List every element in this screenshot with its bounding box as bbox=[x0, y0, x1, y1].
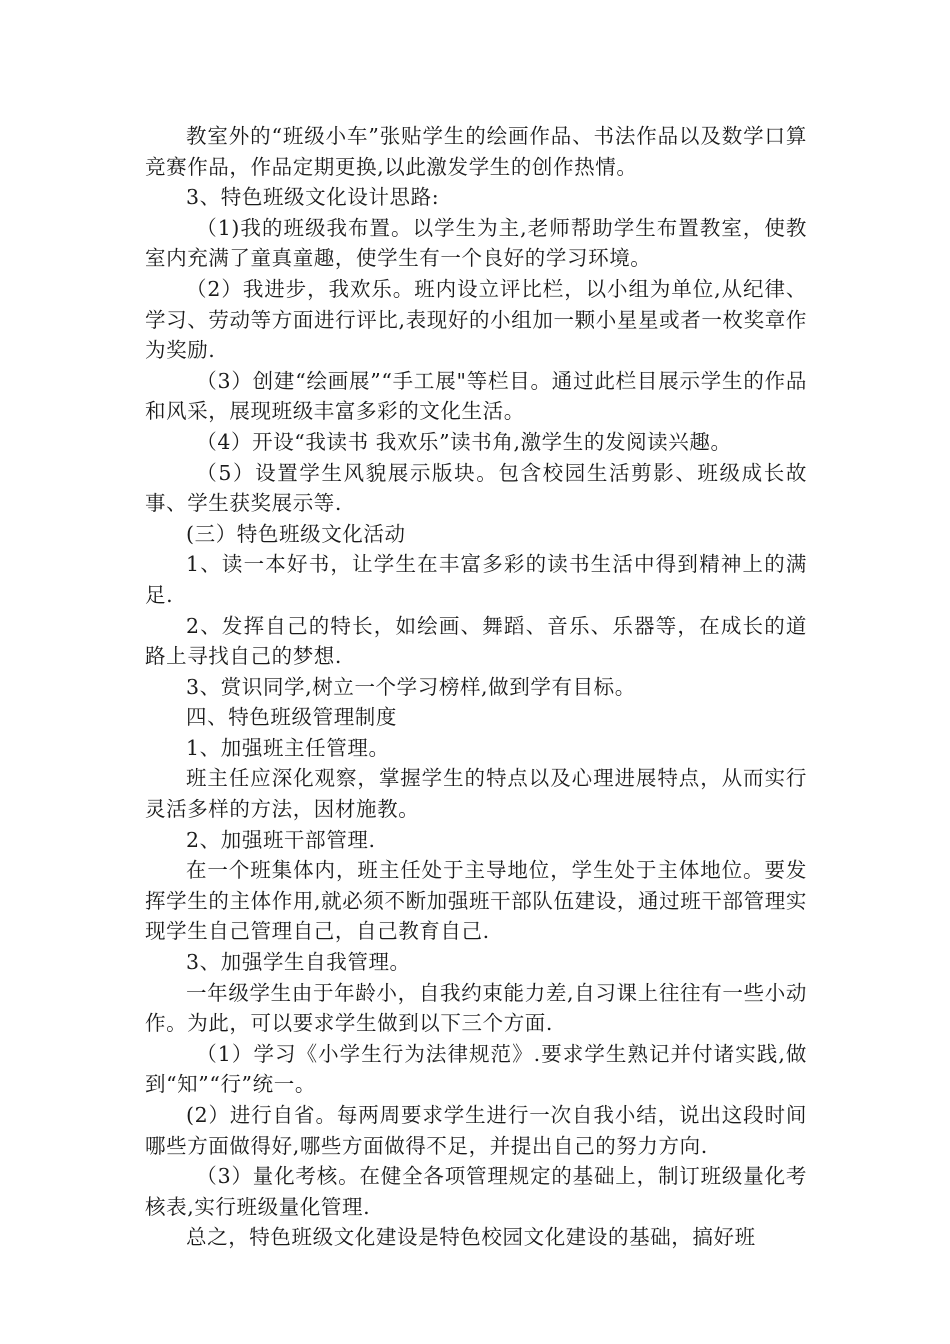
paragraph-8: (三）特色班级文化活动 bbox=[186, 521, 406, 546]
paragraph-16: 在一个班集体内，班主任处于主导地位，学生处于主体地位。要发挥学生的主体作用,就必须不断加强班干部队伍建设，通过班干部管理实现学生自己管理自己，自己教育自己. bbox=[145, 858, 807, 944]
paragraph-20: (2）进行自省。每两周要求学生进行一次自我小结，说出这段时间哪些方面做得好,哪些方面做得不足，并提出自己的努力方向. bbox=[145, 1103, 807, 1158]
paragraph-3: （1)我的班级我布置。以学生为主,老师帮助学生布置教室，使教室内充满了童真童趣，使学生有一个良好的学习环境。 bbox=[145, 215, 807, 271]
paragraph-22: 总之，特色班级文化建设是特色校园文化建设的基础，搞好班 bbox=[186, 1225, 756, 1250]
paragraph-15: 2、加强班干部管理. bbox=[186, 827, 376, 852]
paragraph-1: 教室外的“班级小车”张贴学生的绘画作品、书法作品以及数学口算竞赛作品，作品定期更换,以此激发学生的创作热情。 bbox=[145, 124, 807, 179]
paragraph-6: （4）开设“我读书 我欢乐”读书角,激学生的发阅读兴趣。 bbox=[196, 429, 732, 454]
paragraph-14: 班主任应深化观察，掌握学生的特点以及心理进展特点，从而实行灵活多样的方法，因材施教。 bbox=[145, 766, 807, 822]
paragraph-18: 一年级学生由于年龄小，自我约束能力差,自习课上往往有一些小动作。为此，可以要求学生做到以下三个方面. bbox=[145, 980, 807, 1036]
document-body bbox=[145, 121, 807, 1253]
paragraph-9: 1、读一本好书，让学生在丰富多彩的读书生活中得到精神上的满足. bbox=[145, 552, 807, 607]
paragraph-17: 3、加强学生自我管理。 bbox=[186, 950, 411, 975]
paragraph-19: （1）学习《小学生行为法律规范》.要求学生熟记并付诸实践,做到“知”“行”统一。 bbox=[145, 1041, 807, 1097]
paragraph-11: 3、赏识同学,树立一个学习榜样,做到学有目标。 bbox=[186, 674, 636, 699]
paragraph-10: 2、发挥自己的特长，如绘画、舞蹈、音乐、乐器等，在成长的道路上寻找自己的梦想. bbox=[145, 613, 807, 669]
paragraph-4: （2）我进步，我欢乐。班内设立评比栏，以小组为单位,从纪律、学习、劳动等方面进行评比,表现好的小组加一颗小星星或者一枚奖章作为奖励. bbox=[145, 276, 807, 363]
paragraph-12: 四、特色班级管理制度 bbox=[186, 705, 397, 730]
paragraph-2: 3、特色班级文化设计思路: bbox=[186, 185, 440, 210]
paragraph-13: 1、加强班主任管理。 bbox=[186, 735, 390, 760]
paragraph-21: （3）量化考核。在健全各项管理规定的基础上，制订班级量化考核表,实行班级量化管理. bbox=[145, 1164, 807, 1219]
paragraph-7: （5）设置学生风貌展示版块。包含校园生活剪影、班级成长故事、学生获奖展示等. bbox=[145, 460, 807, 516]
paragraph-5: （3）创建“绘画展”“手工展"等栏目。通过此栏目展示学生的作品和风采，展现班级丰富多彩的文化生活。 bbox=[145, 368, 807, 424]
